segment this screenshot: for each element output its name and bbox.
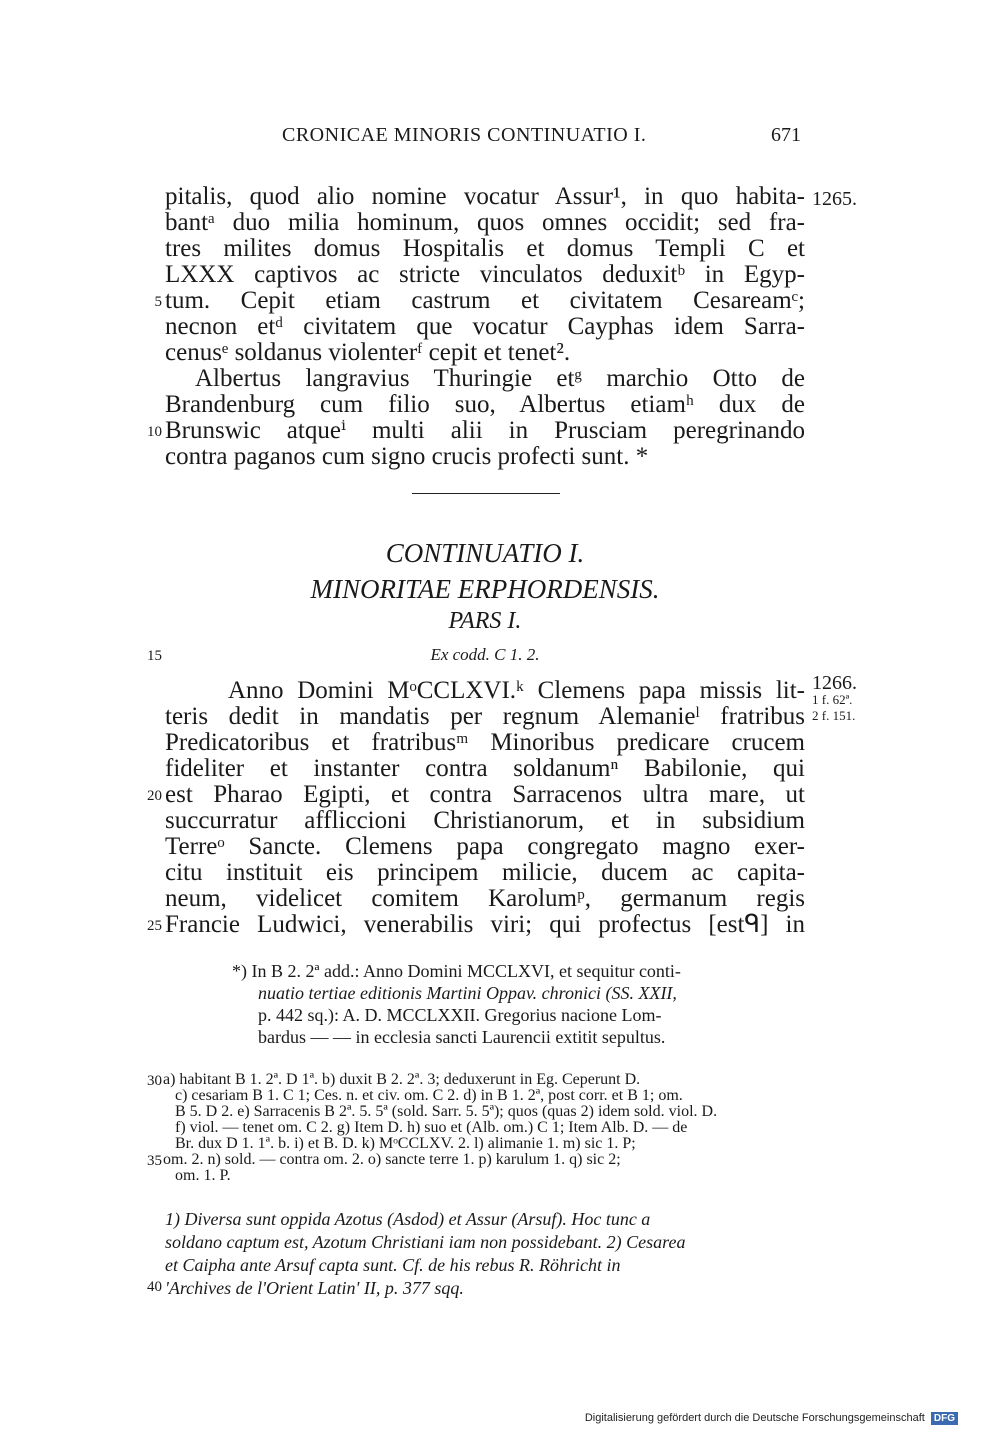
star-note-line: nuatio tertiae editionis Martini Oppav. chronici (SS. XXII, [258,983,677,1003]
line-number: 15 [147,648,162,664]
text-line: succurratur affliccioni Christianorum, et in subsidium [165,807,805,834]
variant-line: f) viol. — tenet om. C 2. g) Item D. h) suo et (Alb. om.) C 1; Item Alb. D. — de [175,1119,688,1136]
line-number: 30 [147,1073,162,1089]
text-line: tres milites domus Hospitalis et domus Templi C et [165,235,805,262]
variant-line: Br. dux D 1. 1ª. b. i) et B. D. k) MᵒCCLXV. 2. l) alimanie 1. m) sic 1. P; [175,1135,636,1152]
running-title: CRONICAE MINORIS CONTINUATIO I. [282,124,647,146]
funding-text: Digitalisierung gefördert durch die Deutsche Forschungsgemeinschaft [584,1412,925,1424]
margin-folio-ref: 1 f. 62ª. [812,692,853,707]
text-line: fideliter et instanter contra soldanumⁿ Babilonie, qui [165,755,805,782]
margin-folio-ref: 2 f. 151. [812,708,856,723]
variant-line: B 5. D 2. e) Sarracenis B 2ª. 5. 5ª (sold. Sarr. 5. 5ª); quos (quas 2) idem sold. viol. D. [175,1103,718,1120]
section-subtitle: MINORITAE ERPHORDENSIS. [310,574,660,604]
text-line: pitalis, quod alio nomine vocatur Assur¹, in quo habita- [165,183,805,210]
text-line: necnon etᵈ civitatem que vocatur Cayphas idem Sarra- [165,313,805,340]
text-line: cenusᵉ soldanus violenterᶠ cepit et tenet². [165,339,571,366]
line-number: 25 [147,918,162,934]
text-line: Francie Ludwici, venerabilis viri; qui profectus [estᑫ] in [165,911,805,938]
funding-footer [585,1412,958,1425]
text-line: contra paganos cum signo crucis profecti sunt. * [165,443,649,470]
text-line: bantᵃ duo milia hominum, quos omnes occidit; sed fra- [165,209,805,236]
note-line: et Caipha ante Arsuf capta sunt. Cf. de his rebus R. Röhricht in [165,1255,621,1275]
text-line: Brunswic atqueⁱ multi alii in Prusciam peregrinando [165,417,805,444]
section-divider [412,493,560,494]
source-note: Ex codd. C 1. 2. [430,645,540,664]
note-line: 1) Diversa sunt oppida Azotus (Asdod) et Assur (Arsuf). Hoc tunc a [165,1209,651,1229]
text-line: est Pharao Egipti, et contra Sarracenos ultra mare, ut [165,781,805,808]
line-number: 35 [147,1153,162,1169]
margin-year: 1266. [812,672,857,694]
part-title: PARS I. [448,608,522,634]
variant-line: c) cesariam B 1. C 1; Ces. n. et civ. om. C 2. d) in B 1. 2ª, post corr. et B 1; om. [175,1087,683,1104]
margin-year: 1265. [812,188,857,210]
dfg-logo: DFG [931,1412,958,1425]
page-number: 671 [771,124,801,146]
note-line: soldano captum est, Azotum Christiani iam non possidebant. 2) Cesarea [165,1232,686,1252]
variant-line: om. 2. n) sold. — contra om. 2. o) sancte terre 1. p) karulum 1. q) sic 2; [163,1151,621,1168]
text-line: Predicatoribus et fratribusᵐ Minoribus predicare crucem [165,729,805,756]
line-number: 10 [147,424,162,440]
variant-line: om. 1. P. [175,1167,231,1184]
variant-line: a) habitant B 1. 2ª. D 1ª. b) duxit B 2. 2ª. 3; deduxerunt in Eg. Ceperunt D. [163,1071,641,1088]
star-note-line: p. 442 sq.): A. D. MCCLXXII. Gregorius nacione Lom- [258,1005,662,1025]
line-number: 20 [147,788,162,804]
text-line: citu instituit eis principem milicie, ducem ac capita- [165,859,805,886]
text-line: neum, videlicet comitem Karolumᵖ, germanum regis [165,885,805,912]
text-line: teris dedit in mandatis per regnum Alemanieˡ fratribus [165,703,805,730]
text-line: Brandenburg cum filio suo, Albertus etiamʰ dux de [165,391,805,418]
text-line: tum. Cepit etiam castrum et civitatem Cesareamᶜ; [165,287,805,314]
text-line: Albertus langravius Thuringie etᵍ marchio Otto de [195,365,805,392]
line-number: 40 [147,1279,162,1295]
text-line: Terreᵒ Sancte. Clemens papa congregato magno exer- [165,833,805,860]
text-line: LXXX captivos ac stricte vinculatos deduxitᵇ in Egyp- [165,261,805,288]
section-title: CONTINUATIO I. [385,538,585,568]
line-number: 5 [154,294,162,310]
star-note-line: bardus — — in ecclesia sancti Laurencii extitit sepultus. [258,1027,666,1047]
star-note-line: *) In B 2. 2ª add.: Anno Domini MCCLXVI, et sequitur conti- [232,961,681,981]
note-line: 'Archives de l'Orient Latin' II, p. 377 sqq. [165,1278,464,1298]
text-line: Anno Domini MᵒCCLXVI.ᵏ Clemens papa missis lit- [228,677,805,704]
